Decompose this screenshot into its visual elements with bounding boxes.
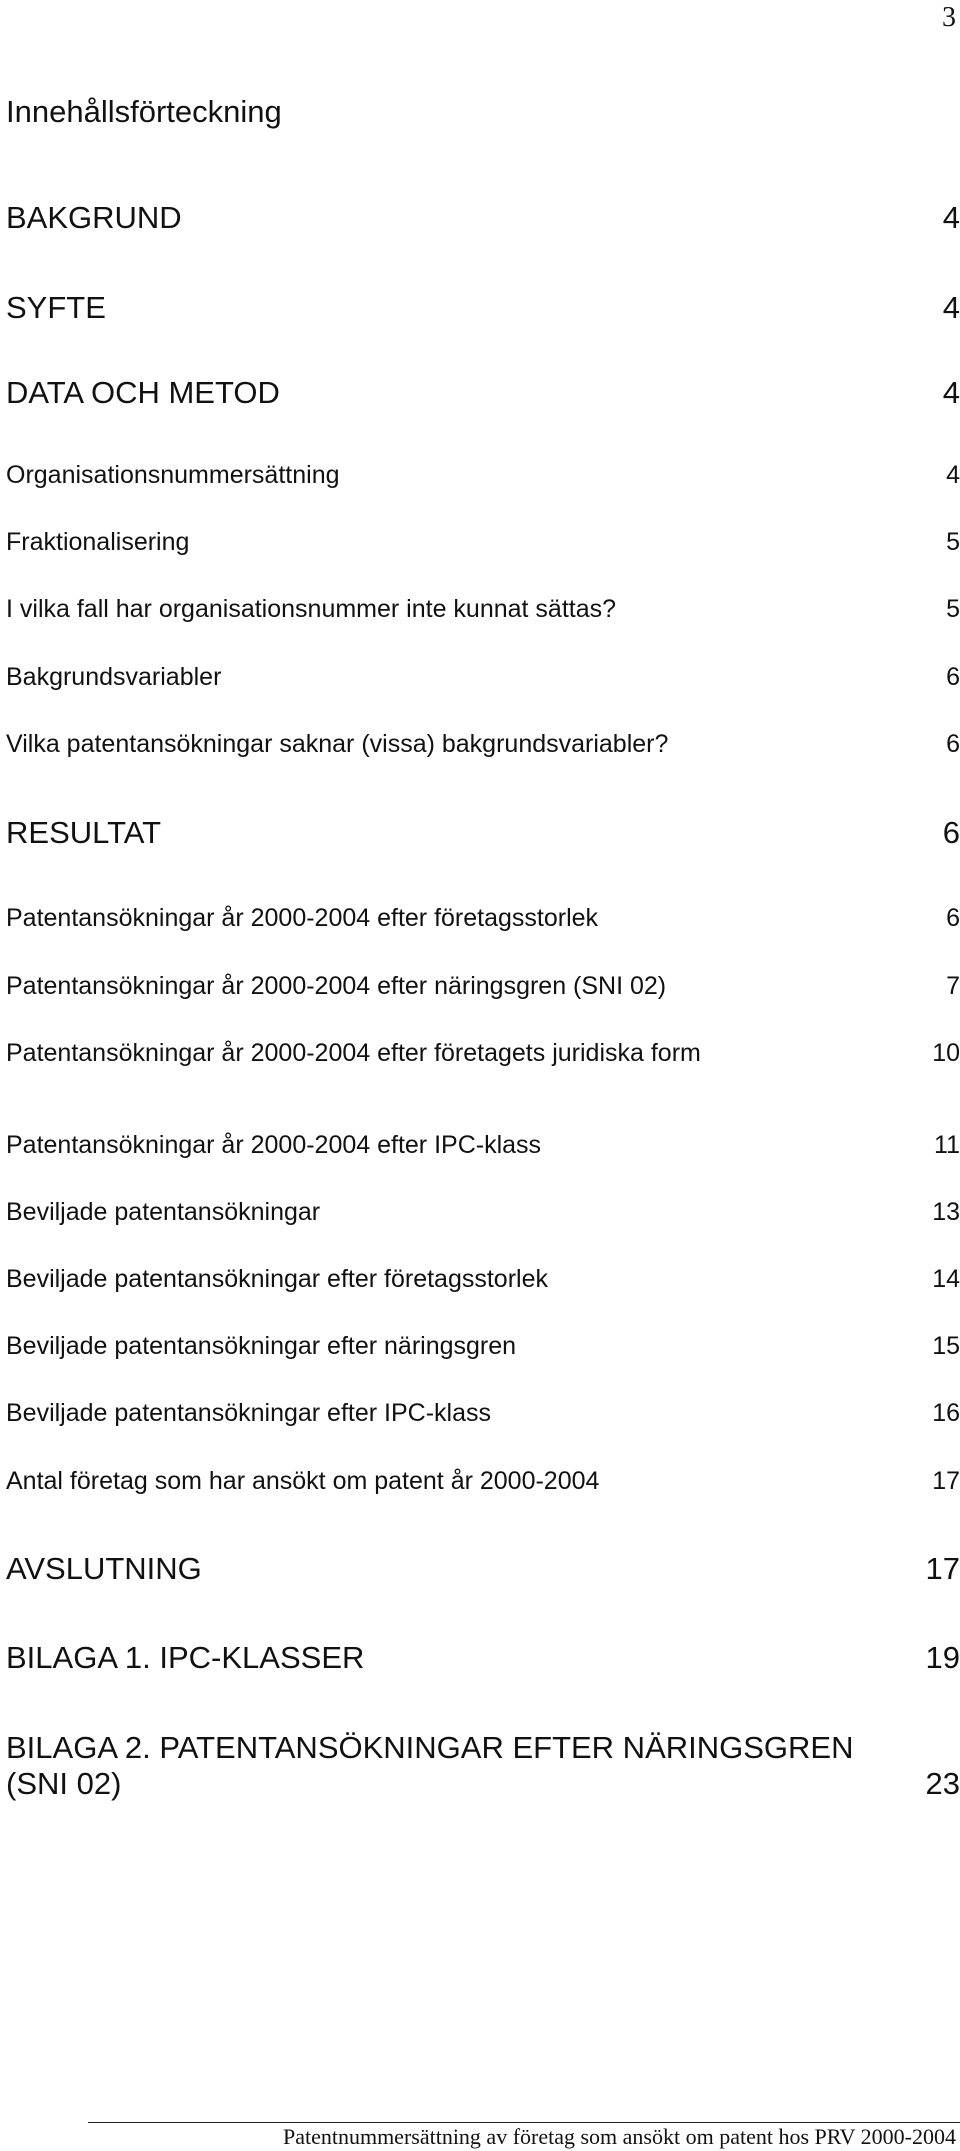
- toc-entry: [6, 971, 960, 1001]
- toc-entry: [6, 290, 960, 326]
- toc-entry-label: BILAGA 1. IPC-KLASSER: [6, 1640, 365, 1675]
- toc-entry-page: 6: [946, 663, 960, 691]
- toc-entry-label: BILAGA 2. PATENTANSÖKNINGAR EFTER NÄRINGSGREN (SNI 02): [6, 1730, 854, 1801]
- toc-entry-page: 10: [932, 1039, 960, 1067]
- toc-entry-label: Beviljade patentansökningar efter företagsstorlek: [6, 1265, 548, 1293]
- toc-entry: [6, 815, 960, 851]
- toc-entry-label: I vilka fall har organisationsnummer inte kunnat sättas?: [6, 595, 617, 623]
- toc-entry-page: 6: [946, 730, 960, 758]
- toc-entry-label: RESULTAT: [6, 815, 162, 850]
- toc-entry-label: DATA OCH METOD: [6, 375, 280, 410]
- toc-entry-label: Patentansökningar år 2000-2004 efter företagsstorlek: [6, 904, 599, 932]
- toc-entry: [6, 729, 960, 759]
- toc-entry-page: 19: [925, 1640, 960, 1675]
- toc-entry-label: Patentansökningar år 2000-2004 efter IPC-klass: [6, 1131, 542, 1159]
- toc-entry-label: Beviljade patentansökningar efter näringsgren: [6, 1332, 517, 1360]
- page-number: 3: [942, 2, 956, 33]
- toc-entry-label: Bakgrundsvariabler: [6, 663, 222, 691]
- toc-entry: [6, 1038, 960, 1068]
- toc-entry-label: Organisationsnummersättning: [6, 461, 340, 489]
- toc-entry-page: 17: [932, 1467, 960, 1495]
- toc-entry: [6, 662, 960, 692]
- toc-entry: [6, 1398, 960, 1428]
- toc-entry-label: Fraktionalisering: [6, 528, 190, 556]
- toc-entry-page: 4: [942, 375, 960, 410]
- toc-entry: [6, 375, 960, 411]
- toc-entry-page: 4: [946, 461, 960, 489]
- toc-entry-label: BAKGRUND: [6, 200, 182, 235]
- toc-entry-label: Patentansökningar år 2000-2004 efter näringsgren (SNI 02): [6, 972, 667, 1000]
- toc-entry: [6, 1551, 960, 1587]
- toc-entry-page: 5: [946, 528, 960, 556]
- toc-entry-label: AVSLUTNING: [6, 1551, 202, 1586]
- toc-entry: [6, 594, 960, 624]
- toc-entry: [6, 1130, 960, 1160]
- toc-entry-label: SYFTE: [6, 290, 106, 325]
- toc-entry-page: 4: [942, 290, 960, 325]
- toc-entry: [6, 1197, 960, 1227]
- toc-entry-label: Vilka patentansökningar saknar (vissa) bakgrundsvariabler?: [6, 730, 669, 758]
- toc-entry-page: 15: [932, 1332, 960, 1360]
- toc-entry: [6, 1331, 960, 1361]
- toc-entry: [6, 1640, 960, 1676]
- toc-entry: [6, 1730, 960, 1802]
- toc-entry-label: Patentansökningar år 2000-2004 efter företagets juridiska form: [6, 1039, 701, 1067]
- toc-entry-label: Beviljade patentansökningar efter IPC-klass: [6, 1399, 491, 1427]
- footer-rule: [88, 2122, 960, 2123]
- toc-entry-page: 6: [946, 904, 960, 932]
- toc-entry-page: 7: [946, 972, 960, 1000]
- toc-entry: [6, 527, 960, 557]
- toc-entry-page: 5: [946, 595, 960, 623]
- toc-entry: [6, 1264, 960, 1294]
- toc-entry-page: 14: [932, 1265, 960, 1293]
- toc-entry: [6, 1466, 960, 1496]
- toc-entry: [6, 460, 960, 490]
- toc-entry-page: 17: [925, 1551, 960, 1586]
- toc-entry-page: 4: [942, 200, 960, 235]
- toc-entry-page: 16: [932, 1399, 960, 1427]
- toc-entry-page: 13: [932, 1198, 960, 1226]
- toc-entry-page: 23: [925, 1766, 960, 1801]
- toc-entry: [6, 903, 960, 933]
- toc-entry-label: Antal företag som har ansökt om patent år 2000-2004: [6, 1467, 600, 1495]
- toc-entry-page: 11: [934, 1131, 960, 1159]
- toc-title: Innehållsförteckning: [6, 94, 282, 129]
- toc-entry: [6, 200, 960, 236]
- toc-entry-page: 6: [942, 815, 960, 850]
- footer-text: Patentnummersättning av företag som ansökt om patent hos PRV 2000-2004: [282, 2124, 956, 2149]
- toc-entry-label: Beviljade patentansökningar: [6, 1198, 321, 1226]
